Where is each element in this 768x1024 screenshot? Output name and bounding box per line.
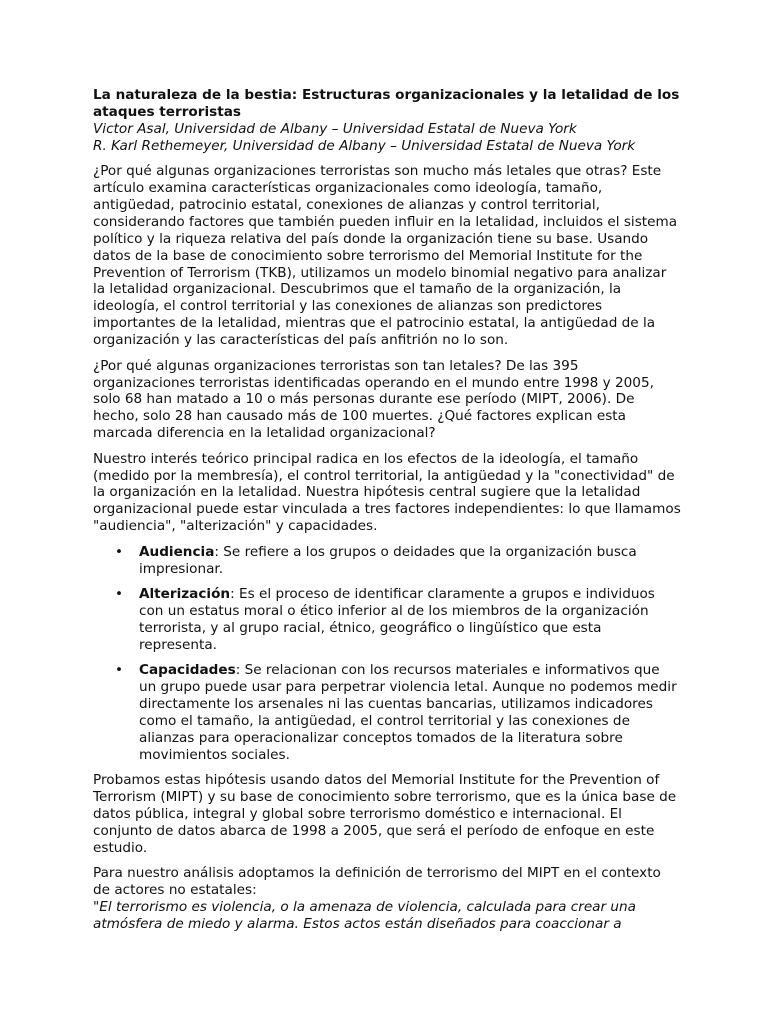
bullet-glyph: •	[115, 662, 124, 679]
document-page	[93, 87, 681, 941]
list-item	[93, 662, 681, 763]
bullet-term: Alterización	[139, 585, 231, 602]
bullet-text: : Se relacionan con los recursos materiales e informativos que un grupo puede usar para perpetrar violencia letal. Aunque no podemos medir directamente los arsenales ni las cuentas bancarias, utilizamos indicadores como el tamaño, la antigüedad, el control territorial y las conexiones de alianzas para operacionalizar conceptos tomados de la literatura sobre movimientos sociales.	[139, 662, 677, 763]
data-paragraph: Probamos estas hipótesis usando datos del Memorial Institute for the Prevention of Terrorism (MIPT) y su base de conocimiento sobre terrorismo, que es la única base de datos pública, integral y global sobre terrorismo doméstico e internacional. El conjunto de datos abarca de 1998 a 2005, que será el período de enfoque en este estudio.	[93, 772, 677, 856]
intro-paragraph: ¿Por qué algunas organizaciones terroristas son tan letales? De las 395 organizaciones terroristas identificadas operando en el mundo entre 1998 y 2005, solo 68 han matado a 10 o más personas durante ese período (MIPT, 2006). De hecho, solo 28 han causado más de 100 muertes. ¿Qué factores explican esta marcada diferencia en la letalidad organizacional?	[93, 357, 654, 442]
bullet-term: Audiencia	[139, 543, 215, 560]
bullet-text: : Es el proceso de identificar claramente a grupos e individuos con un estatus moral o ético inferior al de los miembros de la organización terrorista, y al grupo racial, étnico, geográfico o lingüístico que esta representa.	[139, 585, 655, 653]
document-title: La naturaleza de la bestia: Estructuras organizacionales y la letalidad de los ataques terroristas	[93, 87, 680, 120]
header-block	[93, 87, 681, 155]
hypothesis-paragraph: Nuestro interés teórico principal radica en los efectos de la ideología, el tamaño (medido por la membresía), el control territorial, la antigüedad y la "conectividad" de la organización en la letalidad. Nuestra hipótesis central sugiere que la letalidad organizacional puede estar vinculada a tres factores independientes: lo que llamamos "audiencia", "alterización" y capacidades.	[93, 450, 681, 535]
definition-quote: "El terrorismo es violencia, o la amenaza de violencia, calculada para crear una atmósfera de miedo y alarma. Estos actos están diseñados para coaccionar a	[93, 898, 636, 932]
abstract-paragraph: ¿Por qué algunas organizaciones terroristas son mucho más letales que otras? Este artículo examina características organizacionales como ideología, tamaño, antigüedad, patrocinio estatal, conexiones de alianzas y control territorial, considerando factores que también pueden influir en la letalidad, incluidos el sistema político y la riqueza relativa del país donde la organización tiene su base. Usando datos de la base de conocimiento sobre terrorismo del Memorial Institute for the Prevention of Terrorism (TKB), utilizamos un modelo binomial negativo para analizar la letalidad organizacional. Descubrimos que el tamaño de la organización, la ideología, el control territorial y las conexiones de alianzas son predictores importantes de la letalidad, mientras que el patrocinio estatal, la antigüedad de la organización y las características del país anfitrión no lo son.	[93, 163, 678, 349]
factor-list	[93, 544, 681, 764]
bullet-glyph: •	[115, 543, 124, 560]
bullet-glyph: •	[115, 585, 124, 602]
author-line-1: Victor Asal, Universidad de Albany – Universidad Estatal de Nueva York	[93, 120, 577, 137]
definition-intro: Para nuestro análisis adoptamos la definición de terrorismo del MIPT en el contexto de actores no estatales:	[93, 865, 661, 898]
author-line-2: R. Karl Rethemeyer, Universidad de Albany – Universidad Estatal de Nueva York	[93, 137, 636, 154]
bullet-text: : Se refiere a los grupos o deidades que la organización busca impresionar.	[139, 543, 637, 577]
definition-paragraph	[93, 865, 681, 933]
list-item	[93, 586, 681, 654]
list-item	[93, 544, 681, 578]
bullet-term: Capacidades	[139, 662, 236, 679]
